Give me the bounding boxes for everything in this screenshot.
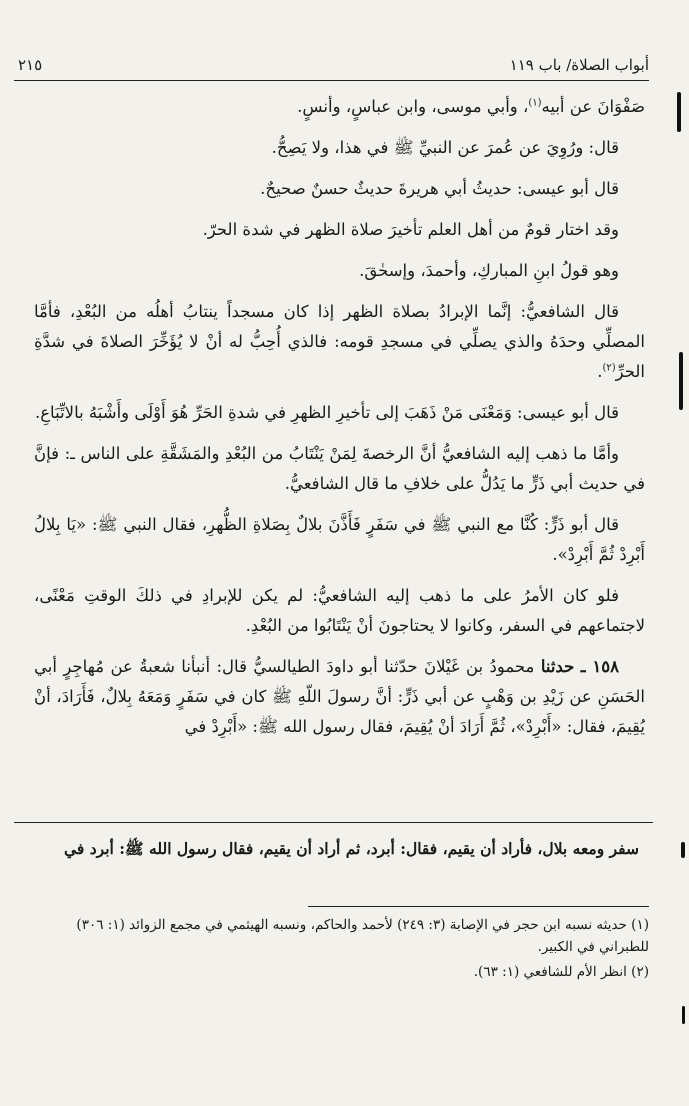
paragraph-1: صَفْوَانَ عن أبيه$^{(١)}$، وأبي موسى، وابن عباسٍ، وأنسٍ. [297, 97, 645, 116]
page-number: ٢١٥ [18, 56, 43, 74]
margin-mark [681, 842, 685, 858]
paragraph-8: وأمَّا ما ذهب إليه الشافعيُّ أنَّ الرخصةَ لِمَنْ يَنْتَابُ من البُعْدِ والمَشَقَّةِ على الناس ـ: فإنَّ في حديث أبي ذَرٍّ ما يَدُلُّ على خلافِ ما قال الشافعيُّ. [34, 444, 645, 493]
margin-mark [679, 352, 683, 410]
chapter-title: أبواب الصلاة/ باب ١١٩ [509, 56, 649, 74]
paragraph-3: قال أبو عيسى: حديثُ أبي هريرةَ حديثٌ حسنٌ صحيحٌ. [260, 179, 619, 198]
paragraph-6: قال الشافعيُّ: إنَّما الإبرادُ بصلاة الظهر إذا كان مسجداً ينتابُ أهلُه من البُعْدِ، فأمَّا المصلِّي وحدَهُ والذي يصلِّي في مسجدِ قومه: فالذي أُحِبُّ له أنْ لا يُؤَخِّرَ الصلاةَ في شدَّةِ الحرِّ$^{(٢)}$. [34, 302, 645, 381]
footnotes [34, 914, 649, 986]
variant-reading: سفر ومعه بلال، فأراد أن يقيم، فقال: أبرد، ثم أراد أن يقيم، فقال رسول الله ﷺ: أبرد في [64, 839, 639, 858]
variant-divider [14, 822, 653, 823]
footnote-divider [308, 906, 649, 907]
paragraph-10: فلو كان الأمرُ على ما ذهب إليه الشافعيُّ: لم يكن للإبرادِ في ذلكَ الوقتِ مَعْنًى، لاجتماعهم في السفر، وكانوا لا يحتاجونَ أنْ يَنْتَابُوا من البُعْدِ. [34, 586, 645, 635]
footnote-2: (٢) انظر الأم للشافعي (١: ٦٣). [473, 964, 649, 980]
hadith-label: حدثنا [540, 657, 575, 676]
footnote-ref-2: (٢) [602, 362, 616, 374]
paragraph-4: وقد اختار قومٌ من أهل العلم تأخيرَ صلاة الظهر في شدة الحرّ. [202, 220, 619, 239]
main-text [34, 92, 645, 753]
paragraph-2: قال: ورُوِيَ عن عُمرَ عن النبيِّ ﷺ في هذا، ولا يَصِحُّ. [271, 138, 619, 157]
margin-mark [677, 92, 681, 132]
hadith-158: ١٥٨ ـ حدثنا محمودُ بن غَيْلانَ حدّثنا أبو داودَ الطيالسيُّ قال: أنبأنا شعبةُ عن مُهاجِرٍ أبي الحَسَنِ عن زَيْدِ بن وَهْبٍ عن أبي ذَرٍّ: أنَّ رسولَ اللّهِ ﷺ كان في سَفَرٍ وَمَعَهُ بِلالٌ، فَأَرَادَ، أنْ يُقِيمَ، فقال: «أَبْرِدْ»، ثُمَّ أَرَادَ أنْ يُقِيمَ، فقال رسول الله ﷺ: «أَبْرِدْ في [34, 657, 645, 736]
footnote-1: (١) حديثه نسبه ابن حجر في الإصابة (٣: ٢٤٩) لأحمد والحاكم، ونسبه الهيثمي في مجمع الزوائد (١: ٣٠٦) للطبراني في الكبير. [76, 917, 649, 955]
hadith-number: ١٥٨ ـ [580, 657, 620, 676]
footnote-ref-1: (١) [528, 97, 542, 109]
header-divider [14, 80, 649, 81]
paragraph-7: قال أبو عيسى: وَمَعْنَى مَنْ ذَهَبَ إلى تأخيرِ الظهرِ في شدةِ الحَرِّ هُوَ أَوْلَى وأَشْبَهُ بالاتِّبَاعِ. [34, 403, 619, 422]
paragraph-5: وهو قولُ ابنِ المباركِ، وأحمدَ، وإسحٰقَ. [359, 261, 619, 280]
margin-mark [682, 1006, 685, 1024]
running-header [14, 52, 649, 80]
paragraph-9: قال أبو ذَرٍّ: كُنَّا مع النبي ﷺ في سَفَرٍ فَأَذَّنَ بلالٌ بِصَلاةِ الظُّهرِ، فقال النبي ﷺ: «يَا بِلالُ أَبْرِدْ ثُمَّ أَبْرِدْ». [34, 515, 645, 564]
